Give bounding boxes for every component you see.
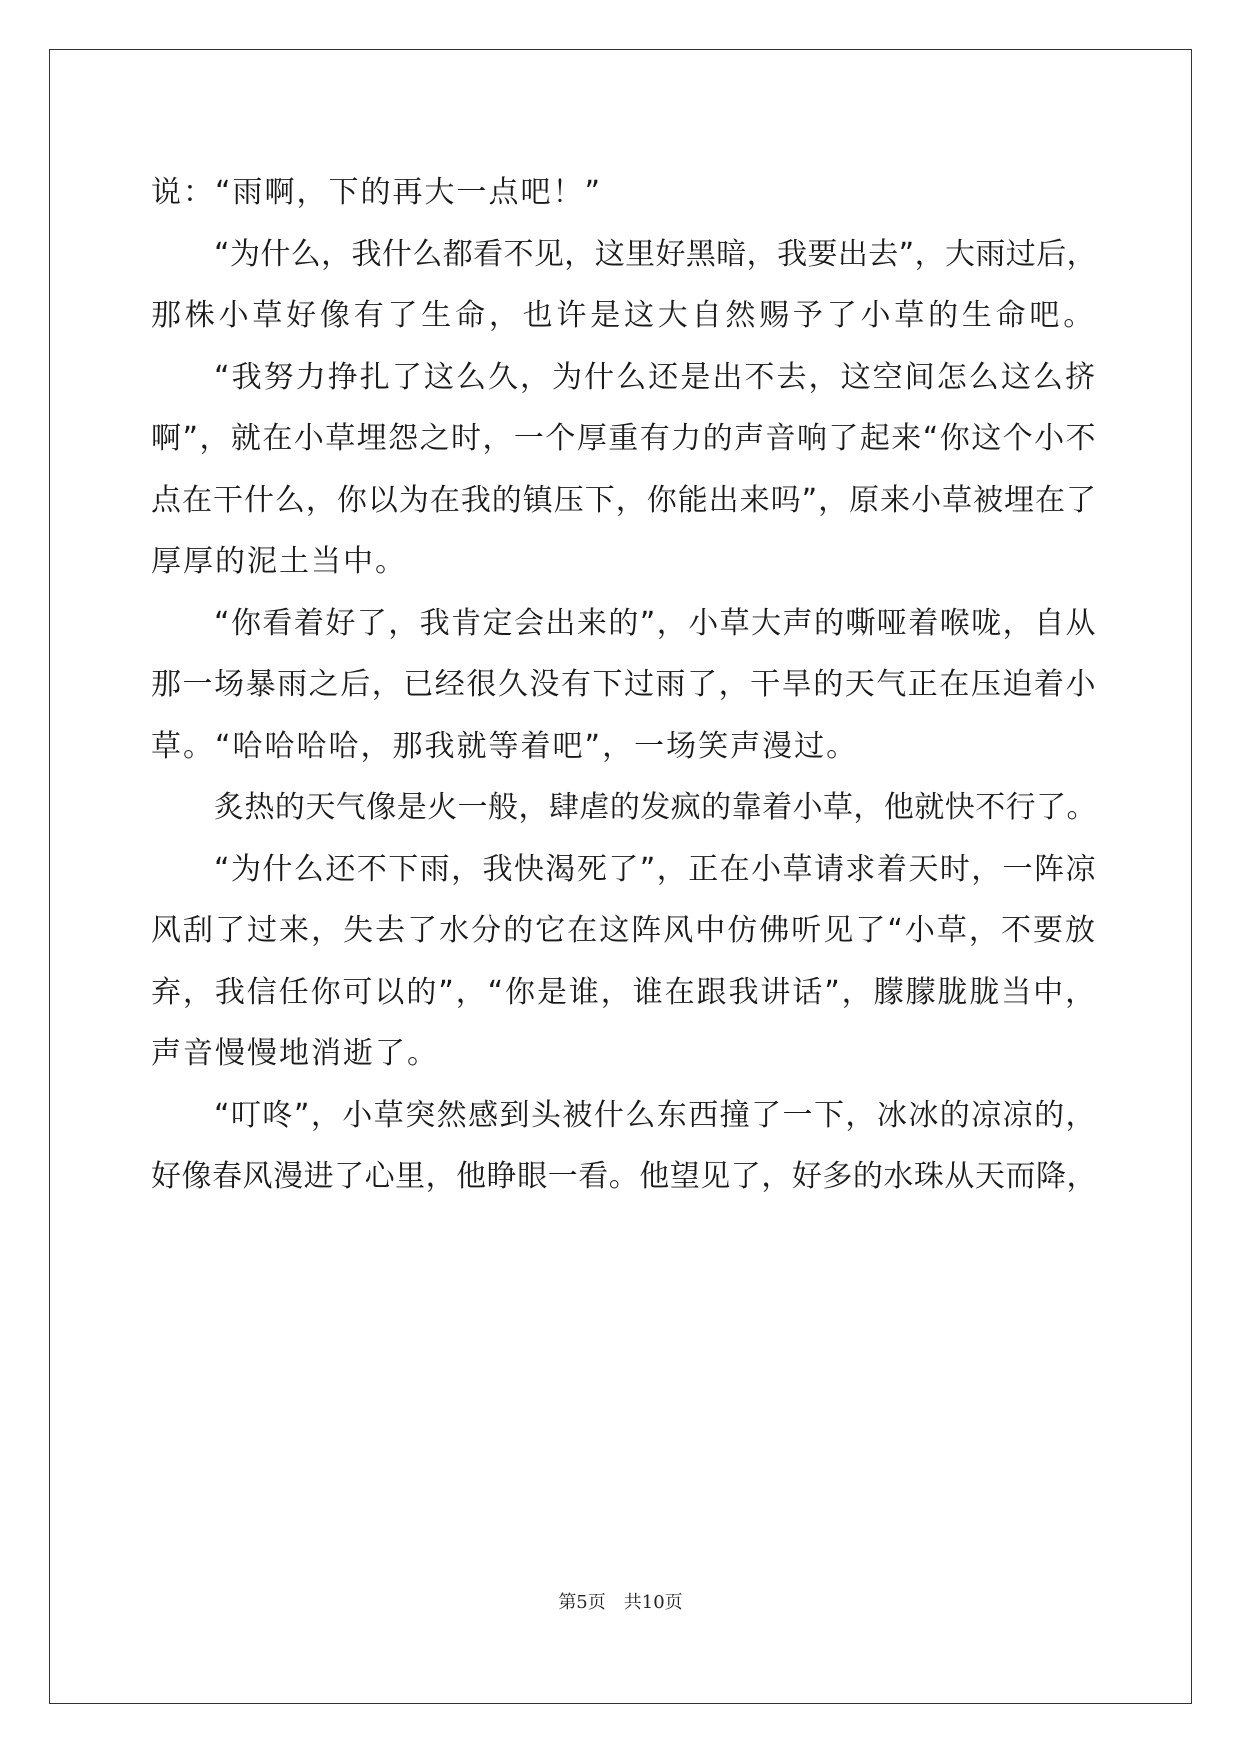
text-line: 炙热的天气像是火一般，肆虐的发疯的靠着小草，他就快不行了。 — [214, 790, 1097, 825]
text-line: “叮咚”，小草突然感到头被什么东西撞了一下，冰冰的凉凉的， — [214, 1097, 1097, 1133]
page-footer — [0, 1588, 1241, 1614]
page-number: 第5页 — [558, 1592, 606, 1613]
page-total: 共10页 — [623, 1592, 683, 1613]
text-line: 那一场暴雨之后，已经很久没有下过雨了，干旱的天气正在压迫着小 — [151, 667, 1097, 702]
text-line: 风刮了过来，失去了水分的它在这阵风中仿佛听见了“小草，不要放 — [151, 913, 1097, 948]
text-line: “我努力挣扎了这么久，为什么还是出不去，这空间怎么这么挤 — [214, 359, 1097, 395]
text-line: 草。“哈哈哈哈，那我就等着吧”，一场笑声漫过。 — [151, 728, 859, 764]
text-line: “为什么，我什么都看不见，这里好黑暗，我要出去”，大雨过后， — [214, 236, 1097, 272]
text-line: “你看着好了，我肯定会出来的”，小草大声的嘶哑着喉咙，自从 — [214, 605, 1097, 641]
text-line: 厚厚的泥土当中。 — [151, 544, 407, 579]
text-line: 啊”，就在小草埋怨之时，一个厚重有力的声音响了起来“你这个小不 — [151, 421, 1097, 456]
text-line: 点在干什么，你以为在我的镇压下，你能出来吗”，原来小草被埋在了 — [151, 482, 1097, 518]
text-line: 弃，我信任你可以的”，“你是谁，谁在跟我讲话”，朦朦胧胧当中， — [151, 974, 1097, 1010]
document-body — [151, 162, 1097, 1208]
text-line: “为什么还不下雨，我快渴死了”，正在小草请求着天时，一阵凉 — [214, 851, 1097, 887]
text-line: 好像春风漫进了心里，他睁眼一看。他望见了，好多的水珠从天而降， — [151, 1159, 1097, 1194]
text-line: 那株小草好像有了生命，也许是这大自然赐予了小草的生命吧。 — [151, 298, 1097, 333]
text-line: 说：“雨啊，下的再大一点吧！” — [151, 175, 603, 210]
text-line: 声音慢慢地消逝了。 — [151, 1036, 439, 1071]
